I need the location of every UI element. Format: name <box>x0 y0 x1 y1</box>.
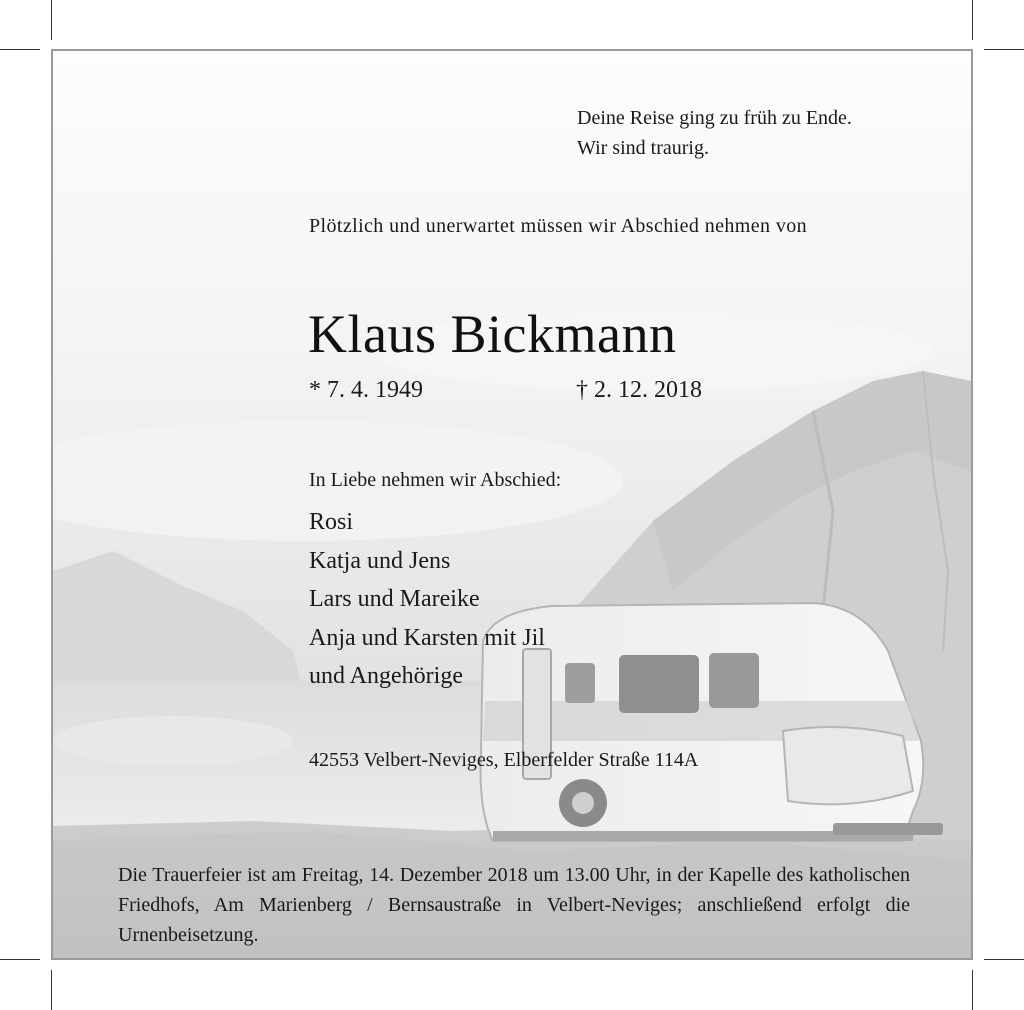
mourner-item: Katja und Jens <box>309 547 451 574</box>
crop-mark-top-right-vertical <box>972 0 973 40</box>
crop-mark-bottom-right-horizontal <box>984 959 1024 960</box>
mourners-label: In Liebe nehmen wir Abschied: <box>309 469 562 491</box>
family-address: 42553 Velbert-Neviges, Elberfelder Straße 114A <box>309 749 699 771</box>
motto <box>577 103 852 163</box>
mourners-list <box>309 503 545 696</box>
crop-mark-bottom-right-vertical <box>972 970 973 1010</box>
funeral-service-info: Die Trauerfeier ist am Freitag, 14. Dezember 2018 um 13.00 Uhr, in der Kapelle des katholischen Friedhofs, Am Marienberg / Bernsaustraße in Velbert-Neviges; anschließend erfolgt die Urnenbeisetzung. <box>118 864 910 946</box>
mourner-item: Lars und Mareike <box>309 586 480 612</box>
caravan-illustration <box>481 603 944 841</box>
motto-line-2: Wir sind traurig. <box>577 137 709 159</box>
intro-text: Plötzlich und unerwartet müssen wir Abschied nehmen von <box>309 215 808 237</box>
birth-date: * 7. 4. 1949 <box>309 377 423 403</box>
crop-mark-bottom-left-horizontal <box>0 959 40 960</box>
motto-line-1: Deine Reise ging zu früh zu Ende. <box>577 107 852 129</box>
obituary-frame <box>51 49 973 960</box>
deceased-name: Klaus Bickmann <box>308 304 677 364</box>
crop-mark-bottom-left-vertical <box>51 970 52 1010</box>
crop-mark-top-right-horizontal <box>984 49 1024 50</box>
mourner-item: und Angehörige <box>309 663 463 689</box>
mourner-item: Anja und Karsten mit Jil <box>309 624 545 651</box>
death-date: † 2. 12. 2018 <box>576 377 702 403</box>
mourner-item: Rosi <box>309 509 354 535</box>
crop-mark-top-left-vertical <box>51 0 52 40</box>
crop-mark-top-left-horizontal <box>0 49 40 50</box>
